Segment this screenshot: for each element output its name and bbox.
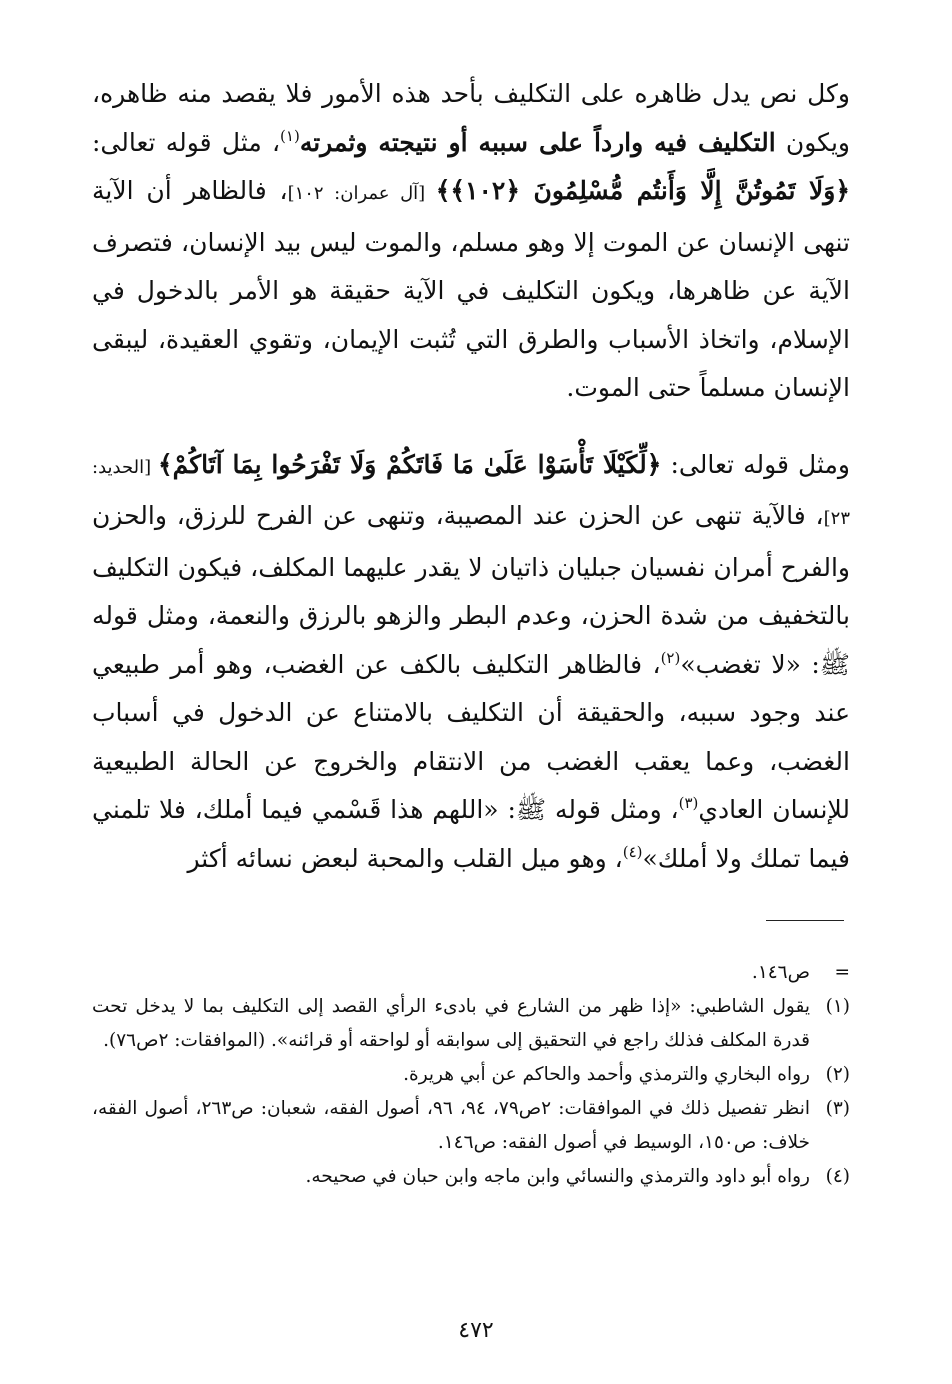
footnote-text: انظر تفصيل ذلك في الموافقات: ٢ص٧٩، ٩٤، ٩٦، أصول الفقه، شعبان: ص٢٦٣، أصول الفقه، خلاف: ص١٥٠، الوسيط في أصول الفقه: ص١٤٦. xyxy=(92,1098,811,1153)
footnote-text: يقول الشاطبي: «إذا ظهر من الشارع في بادىء الرأي القصد إلى التكليف بما لا يدخل تحت قدرة المكلف فذلك راجع في التحقيق إلى سوابقه أو لواحقه أو قرائنه». (الموافقات: ٢ص٧٦). xyxy=(92,996,810,1051)
continuation-text: ص١٤٦. xyxy=(751,962,810,983)
footnote-text: رواه أبو داود والترمذي والنسائي وابن ماجه وابن حبان في صحيحه. xyxy=(305,1166,810,1187)
footnote-2 xyxy=(92,1058,850,1092)
paragraph-1 xyxy=(92,70,850,413)
footnotes xyxy=(92,956,850,1194)
quran-verse-1: ﴿وَلَا تَمُوتُنَّ إِلَّا وَأَنتُم مُّسْلِمُونَ ﴿١٠٢﴾﴾ xyxy=(435,176,850,205)
main-text xyxy=(92,70,850,883)
footnote-number: (٤) xyxy=(825,1166,850,1187)
paragraph-2-text-a: ومثل قوله تعالى: xyxy=(661,449,850,479)
footnote-ref-1: (١) xyxy=(280,126,300,145)
paragraph-2-text-c: ، فالظاهر التكليف بالكف عن الغضب، وهو أمر طبيعي عند وجود سببه، والحقيقة أن التكليف بالامتناع عن الدخول في أسباب الغضب، وعما يعقب الغضب من الانتقام والخروج عن الحالة الطبيعية للإنسان العادي xyxy=(92,649,850,824)
paragraph-1-bold-phrase: التكليف فيه وارداً على سببه أو نتيجته وثمرته xyxy=(299,127,776,157)
footnote-continuation xyxy=(92,956,850,990)
footnote-divider xyxy=(766,920,844,921)
footnote-ref-2: (٢) xyxy=(660,648,681,667)
paragraph-1-text-a: وكل نص يدل ظاهره على التكليف بأحد هذه الأمور فلا يقصد منه ظاهره، ويكون xyxy=(92,79,850,157)
continuation-mark: = xyxy=(834,962,850,983)
footnote-3 xyxy=(92,1092,850,1160)
paragraph-2 xyxy=(92,441,850,884)
page-number: ٤٧٢ xyxy=(458,1318,494,1343)
paragraph-2-text-d: ، ومثل قوله ﷺ: «اللهم هذا قَسْمي فيما أملك، فلا تلمني فيما تملك ولا أملك» xyxy=(92,795,850,873)
footnote-text: رواه البخاري والترمذي وأحمد والحاكم عن أبي هريرة. xyxy=(403,1064,810,1085)
paragraph-2-text-e: ، وهو ميل القلب والمحبة لبعض نسائه أكثر xyxy=(187,843,623,873)
verse-reference-1: [آل عمران: ١٠٢] xyxy=(287,183,436,204)
footnote-1 xyxy=(92,990,850,1058)
paragraph-1-text-b: ، مثل قوله تعالى: xyxy=(92,127,281,157)
paragraph-1-text-c: ، فالظاهر أن الآية تنهى الإنسان عن الموت إلا وهو مسلم، والموت ليس بيد الإنسان، فتصرف الآية عن ظاهرها، ويكون التكليف في الآية حقيقة هو الأمر بالدخول في الإسلام، واتخاذ الأسباب والطرق التي تُثبت الإيمان، وتقوي العقيدة، ليبقى الإنسان مسلماً حتى الموت. xyxy=(92,176,850,402)
footnote-ref-4: (٤) xyxy=(622,842,643,861)
footnote-ref-3: (٣) xyxy=(678,794,699,812)
quran-verse-2: ﴿لِّكَيْلَا تَأْسَوْا عَلَىٰ مَا فَاتَكُمْ وَلَا تَفْرَحُوا بِمَا آتَاكُمْ﴾ xyxy=(157,449,662,479)
footnote-4 xyxy=(92,1160,850,1194)
footnote-number: (٣) xyxy=(825,1098,850,1119)
footnote-number: (٢) xyxy=(825,1064,850,1085)
paragraph-2-text-b: ، فالآية تنهى عن الحزن عند المصيبة، وتنهى عن الفرح للرزق، والحزن والفرح أمران نفسيان جبليان ذاتيان لا يقدر عليهما المكلف، فيكون التكليف بالتخفيف من شدة الحزن، وعدم البطر والزهو بالرزق والنعمة، ومثل قوله ﷺ: «لا تغضب» xyxy=(92,501,850,679)
footnote-number: (١) xyxy=(825,996,850,1017)
verse-reference-2: [الحديد: ٢٣] xyxy=(92,456,850,529)
